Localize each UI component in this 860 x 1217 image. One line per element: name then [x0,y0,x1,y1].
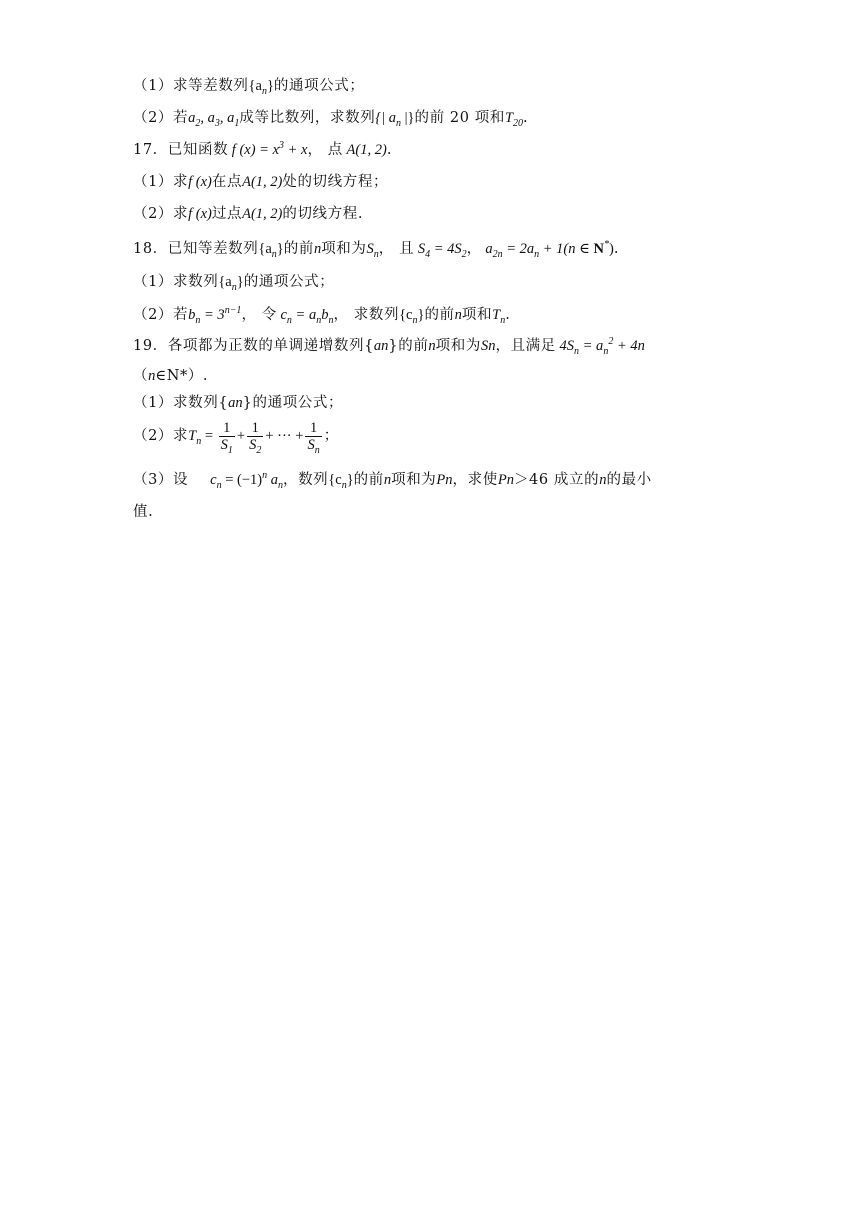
part-label: （2） [133,110,174,126]
text: 项和为 [321,241,367,257]
text: 在点 [211,174,243,190]
text: 求 [173,206,189,222]
math-expr: $\{a_n\}$ [248,78,274,97]
text: 的前 [353,472,384,488]
text: 若 [173,110,189,126]
text: 已知等差数列 [167,241,259,257]
part-label: （1） [133,395,174,411]
text: ∈N*）. [155,368,209,384]
text: }的通项公式； [242,395,344,411]
math-expr: n [383,472,392,488]
text: 的前 20 项和 [414,110,505,126]
text: 处的切线方程； [282,174,389,190]
text: ， 且 [378,241,415,257]
math-expr: $\{a_n\}$ [258,241,284,260]
math-expr: n [599,472,607,488]
text: 求数列{ [173,395,229,411]
math-expr: $\{c_n\}$ [399,307,425,326]
math-expr: f (x) [188,206,212,222]
text: 若 [173,307,189,323]
text: 的通项公式； [243,274,335,290]
q17-part1 [133,172,733,192]
question-number: 18． [133,241,168,257]
part-label: （1） [133,78,174,94]
text: 值. [133,504,154,520]
part-label: （2） [133,307,174,323]
q19-stem [133,336,733,356]
math-expr: A(1, 2) [346,142,387,158]
text: 项和为 [435,338,481,354]
math-expr: $a_{2n} = 2a_n + 1(n$ ∈ N*) [485,239,614,260]
text: 项和 [461,307,493,323]
math-expr: n [454,307,462,323]
text: ，数列 [282,472,329,488]
math-expr: A(1, 2) [242,174,283,190]
text: 的最小 [606,472,652,488]
text: }的前 [388,338,429,354]
q19-part1 [133,393,733,413]
math-expr: A(1, 2) [242,206,283,222]
math-expr: $a_2$, $a_3$, $a_1$ [188,110,240,129]
text: 过点 [211,206,243,222]
text: . [505,307,511,323]
math-expr: an [228,395,243,411]
part-label: （3） [133,472,174,488]
math-expr: $S_4 = 4S_2$ [417,241,467,260]
math-expr: Pn [497,472,514,488]
text: . [523,110,529,126]
math-expr: $S_n$ [366,241,379,260]
q19-part3-cont [133,502,733,522]
q19-stem-cont [133,366,733,386]
text: 求 [173,428,189,444]
text: 项和为 [391,472,437,488]
question-number: 19． [133,338,168,354]
math-expr: n [148,368,156,384]
text: 已知函数 [167,142,229,158]
q17-stem [133,140,733,160]
q19-part2 [133,416,733,456]
math-expr: $T_n$ [492,307,506,326]
math-expr: $b_n = 3^{n-1}$ [188,305,242,326]
text: （ [133,368,149,384]
text: . [613,241,620,257]
q16-part2 [133,108,733,128]
math-expr: {| $a_n$ |} [375,110,415,129]
math-expr: $\{a_n\}$ [218,274,244,293]
text: ，且满足 [495,338,556,354]
math-expr: $T_{20}$ [504,110,524,129]
math-expr: $4S_n = a_n^2 + 4n$ [559,336,645,357]
question-number: 17． [133,142,168,158]
math-expr: f (x) [188,174,212,190]
q18-part2 [133,305,733,325]
text: ， 点 [307,142,343,158]
part-label: （2） [133,206,174,222]
text: 的前 [424,307,455,323]
text: ； [323,428,339,444]
text: 的前 [283,241,314,257]
part-label: （1） [133,274,174,290]
text: . [386,142,393,158]
fraction: $\frac{1}{S_n}$ [307,420,320,457]
math-expr: $\{c_n\}$ [328,472,354,491]
text: 求等差数列 [173,78,249,94]
q19-part3 [133,470,733,490]
math-expr: Pn [436,472,453,488]
text: ， 求数列 [333,307,400,323]
math-expr: n [313,241,322,257]
math-expr: $c_n = (-1)^n$ $a_n$ [210,470,283,491]
text: 各项都为正数的单调递增数列{ [167,338,374,354]
text: ， [466,241,482,257]
text: 的通项公式； [273,78,365,94]
math-expr: $T_n$ = $\frac{1}{S_1}$ + $\frac{1}{S_2}$ + ··· + $\frac{1}{S_n}$ [188,420,320,457]
text: 成等比数列，求数列 [239,110,376,126]
text: 求 [173,174,189,190]
q16-part1 [133,76,733,96]
math-expr: Sn [480,338,496,354]
fraction: $\frac{1}{S_1}$ [220,420,233,457]
text: 求数列 [173,274,219,290]
text: 的切线方程. [282,206,364,222]
part-label: （2） [133,428,174,444]
q18-stem [133,239,733,259]
math-expr: f $(x) = x^3 + x$ [231,140,308,158]
text: ＞46 成立的 [513,472,600,488]
math-expr: $c_n = a_nb_n$ [280,307,334,326]
text: 设 [173,472,189,488]
q18-part1 [133,272,733,292]
part-label: （1） [133,174,174,190]
q17-part2 [133,204,733,224]
math-expr: n [428,338,436,354]
fraction: $\frac{1}{S_2}$ [249,420,262,457]
text: ，求使 [452,472,498,488]
text: ， 令 [241,307,277,323]
math-expr: an [373,338,389,354]
